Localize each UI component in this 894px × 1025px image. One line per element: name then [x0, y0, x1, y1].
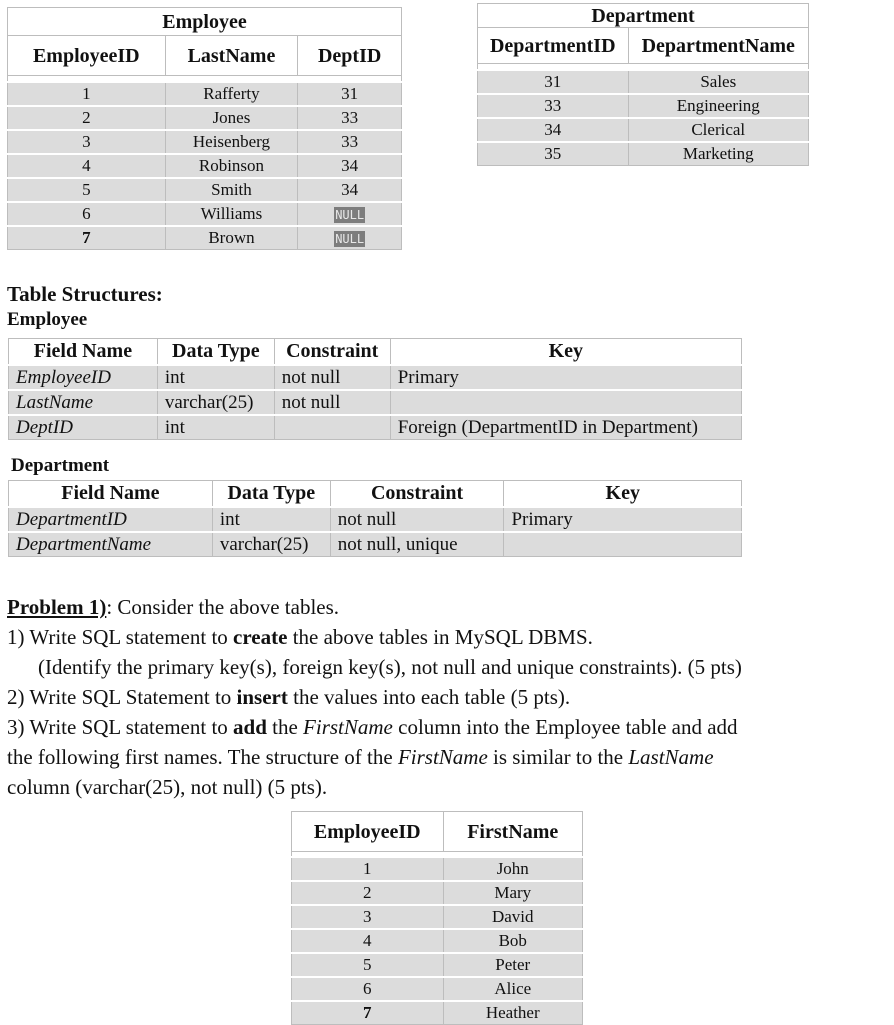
cell-employee-id: 7: [8, 226, 166, 250]
problem-q3-line2: the following first names. The structure of the FirstName is similar to the LastName: [7, 745, 714, 769]
cell-first-name: David: [443, 905, 582, 929]
table-row: [9, 365, 742, 390]
cell-dept-id: 34: [298, 178, 402, 202]
cell-employee-id: 5: [8, 178, 166, 202]
cell-employee-id: 1: [8, 82, 166, 106]
cell-data-type: varchar(25): [157, 390, 274, 415]
cell-key: Foreign (DepartmentID in Department): [390, 415, 741, 440]
cell-dept-id: 33: [298, 106, 402, 130]
table-row: [8, 130, 402, 154]
cell-employee-id: 7: [292, 1001, 444, 1025]
cell-field-name: DepartmentID: [9, 507, 213, 532]
cell-employee-id: 2: [292, 881, 444, 905]
table-row: [478, 70, 809, 94]
cell-department-id: 35: [478, 142, 629, 166]
cell-constraint: not null: [274, 390, 390, 415]
cell-last-name: Smith: [165, 178, 298, 202]
column-header: Constraint: [330, 481, 504, 507]
cell-last-name: Brown: [165, 226, 298, 250]
problem-label: Problem 1): [7, 595, 107, 619]
problem-q2: 2) Write SQL Statement to insert the values into each table (5 pts).: [7, 685, 571, 709]
problem-q1: 1) Write SQL statement to create the above tables in MySQL DBMS.: [7, 625, 593, 649]
department-table-caption: Department: [591, 4, 695, 27]
table-row: [478, 142, 809, 166]
cell-key: Primary: [390, 365, 741, 390]
table-row: [9, 507, 742, 532]
employee-table: [7, 7, 402, 250]
table-row: [292, 857, 583, 881]
table-row: [8, 226, 402, 250]
cell-employee-id: 3: [8, 130, 166, 154]
column-header: Constraint: [274, 339, 390, 365]
firstname-table: [291, 811, 583, 1025]
column-header: EmployeeID: [292, 812, 444, 852]
null-badge: NULL: [335, 231, 365, 246]
cell-employee-id: 2: [8, 106, 166, 130]
cell-department-name: Clerical: [628, 118, 808, 142]
cell-data-type: varchar(25): [212, 532, 330, 557]
problem-q3-line3: column (varchar(25), not null) (5 pts).: [7, 775, 328, 799]
cell-department-id: 31: [478, 70, 629, 94]
cell-department-name: Marketing: [628, 142, 808, 166]
column-header: DepartmentName: [628, 28, 808, 64]
department-table: [477, 3, 809, 166]
table-row: [8, 202, 402, 226]
cell-employee-id: 4: [8, 154, 166, 178]
problem-intro: Problem 1): Consider the above tables.: [7, 595, 340, 619]
cell-field-name: LastName: [9, 390, 158, 415]
cell-first-name: Peter: [443, 953, 582, 977]
department-structure-label: Department: [11, 455, 110, 476]
table-row: [9, 415, 742, 440]
cell-employee-id: 4: [292, 929, 444, 953]
table-row: [292, 905, 583, 929]
cell-last-name: Rafferty: [165, 82, 298, 106]
cell-dept-id: 34: [298, 154, 402, 178]
cell-constraint: not null: [274, 365, 390, 390]
table-row: [9, 532, 742, 557]
table-row: [8, 154, 402, 178]
cell-department-id: 34: [478, 118, 629, 142]
table-row: [9, 390, 742, 415]
cell-dept-id: [298, 226, 402, 250]
cell-dept-id: 31: [298, 82, 402, 106]
column-header: Data Type: [212, 481, 330, 507]
cell-constraint: not null, unique: [330, 532, 504, 557]
structures-title: Table Structures:: [7, 282, 163, 306]
cell-dept-id: 33: [298, 130, 402, 154]
table-row: [8, 106, 402, 130]
employee-structure-label: Employee: [7, 309, 88, 330]
cell-field-name: EmployeeID: [9, 365, 158, 390]
column-header: DeptID: [298, 36, 402, 76]
cell-constraint: [274, 415, 390, 440]
cell-department-name: Sales: [628, 70, 808, 94]
cell-last-name: Williams: [165, 202, 298, 226]
employee-structure-table: [8, 338, 742, 440]
cell-department-name: Engineering: [628, 94, 808, 118]
cell-department-id: 33: [478, 94, 629, 118]
problem-text: [7, 592, 742, 802]
table-row: [292, 977, 583, 1001]
cell-first-name: John: [443, 857, 582, 881]
cell-data-type: int: [157, 415, 274, 440]
column-header: FirstName: [443, 812, 582, 852]
column-header: Data Type: [157, 339, 274, 365]
column-header: Key: [390, 339, 741, 365]
problem-q3: 3) Write SQL statement to add the FirstName column into the Employee table and add: [7, 715, 738, 739]
employee-table-caption: Employee: [162, 10, 247, 33]
table-row: [292, 953, 583, 977]
problem-q1-detail: (Identify the primary key(s), foreign key(s), not null and unique constraints). (5 pts): [38, 655, 742, 679]
cell-employee-id: 6: [292, 977, 444, 1001]
table-row: [292, 881, 583, 905]
cell-field-name: DepartmentName: [9, 532, 213, 557]
cell-employee-id: 1: [292, 857, 444, 881]
cell-first-name: Alice: [443, 977, 582, 1001]
cell-dept-id: [298, 202, 402, 226]
table-row: [478, 118, 809, 142]
cell-first-name: Bob: [443, 929, 582, 953]
cell-data-type: int: [157, 365, 274, 390]
column-header: Field Name: [9, 339, 158, 365]
null-badge: NULL: [335, 207, 365, 222]
cell-last-name: Jones: [165, 106, 298, 130]
table-row: [478, 94, 809, 118]
cell-employee-id: 3: [292, 905, 444, 929]
cell-employee-id: 6: [8, 202, 166, 226]
cell-key: [504, 532, 742, 557]
table-row: [292, 1001, 583, 1025]
cell-field-name: DeptID: [9, 415, 158, 440]
table-row: [8, 178, 402, 202]
cell-data-type: int: [212, 507, 330, 532]
cell-last-name: Robinson: [165, 154, 298, 178]
cell-last-name: Heisenberg: [165, 130, 298, 154]
column-header: Field Name: [9, 481, 213, 507]
column-header: LastName: [165, 36, 298, 76]
column-header: DepartmentID: [478, 28, 629, 64]
cell-key: Primary: [504, 507, 742, 532]
table-row: [8, 82, 402, 106]
table-row: [292, 929, 583, 953]
cell-key: [390, 390, 741, 415]
cell-employee-id: 5: [292, 953, 444, 977]
cell-constraint: not null: [330, 507, 504, 532]
column-header: Key: [504, 481, 742, 507]
cell-first-name: Mary: [443, 881, 582, 905]
column-header: EmployeeID: [8, 36, 166, 76]
cell-first-name: Heather: [443, 1001, 582, 1025]
department-structure-table: [8, 480, 742, 557]
